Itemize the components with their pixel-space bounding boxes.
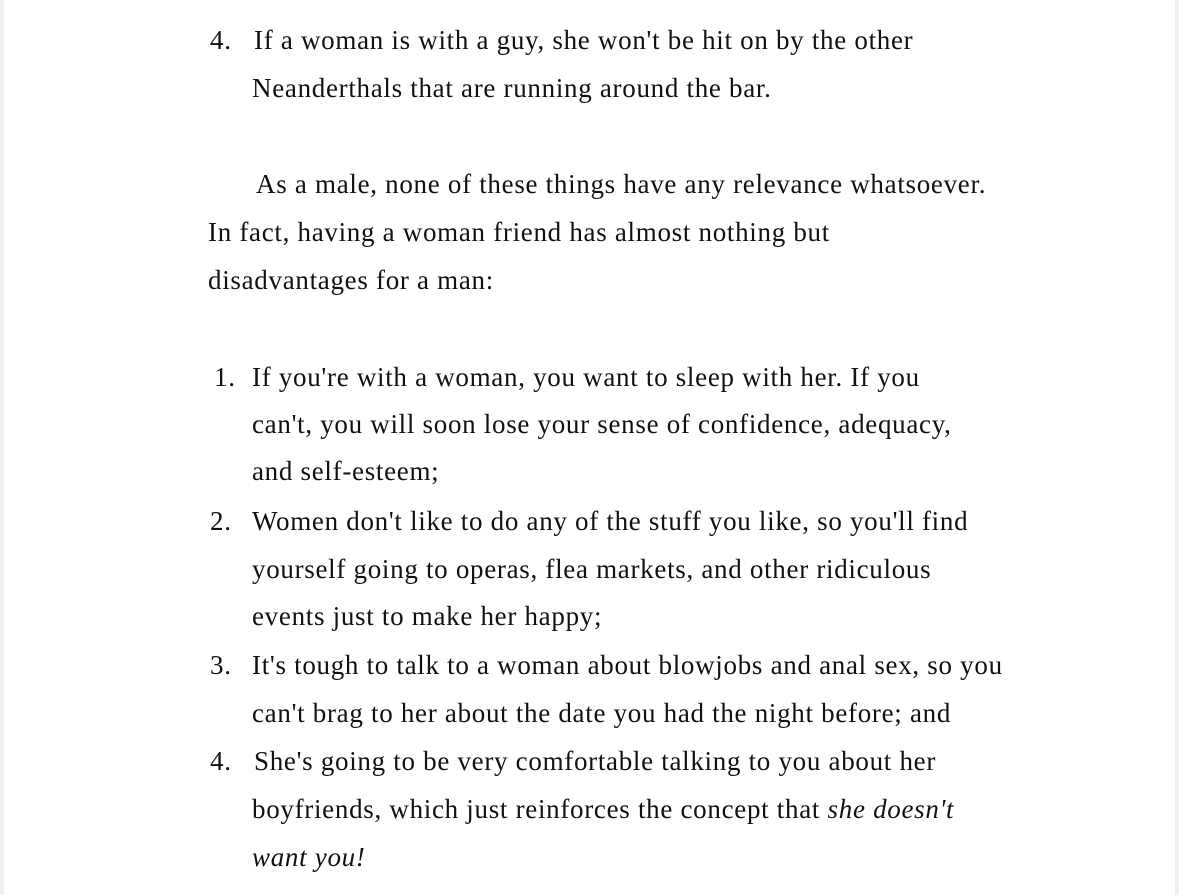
list-item-line: events just to make her happy;: [252, 601, 603, 631]
document-page: [4, 0, 1175, 895]
list-item-text: boyfriends, which just reinforces the concept that: [252, 794, 828, 824]
list-item-line: yourself going to operas, flea markets, and other ridiculous: [252, 554, 932, 584]
list-item-line: [252, 793, 954, 825]
emphasis-text: want you!: [252, 842, 366, 872]
list-item-line: She's going to be very comfortable talking to you about her: [254, 746, 937, 776]
list-number: 2.: [210, 506, 232, 536]
emphasis-text: she doesn't: [827, 794, 955, 824]
paragraph-line: As a male, none of these things have any relevance whatsoever.: [256, 169, 987, 199]
list-number: 3.: [210, 650, 232, 680]
list-item-line: and self-esteem;: [252, 456, 440, 486]
list-item-line: can't brag to her about the date you had the night before; and: [252, 698, 952, 728]
list-item-line: If you're with a woman, you want to sleep with her. If you: [252, 362, 920, 392]
list-item-line: Women don't like to do any of the stuff you like, so you'll find: [252, 506, 969, 536]
list-item-line: can't, you will soon lose your sense of confidence, adequacy,: [252, 409, 952, 439]
list-item-line: Neanderthals that are running around the bar.: [252, 73, 772, 103]
list-item-line: If a woman is with a guy, she won't be hit on by the other: [254, 25, 914, 55]
paragraph-line: In fact, having a woman friend has almost nothing but: [208, 217, 830, 247]
list-item-line: It's tough to talk to a woman about blowjobs and anal sex, so you: [252, 650, 1003, 680]
list-number: 4.: [210, 25, 232, 55]
list-number: 1.: [214, 362, 236, 392]
list-number: 4.: [210, 746, 232, 776]
paragraph-line: disadvantages for a man:: [208, 265, 494, 295]
